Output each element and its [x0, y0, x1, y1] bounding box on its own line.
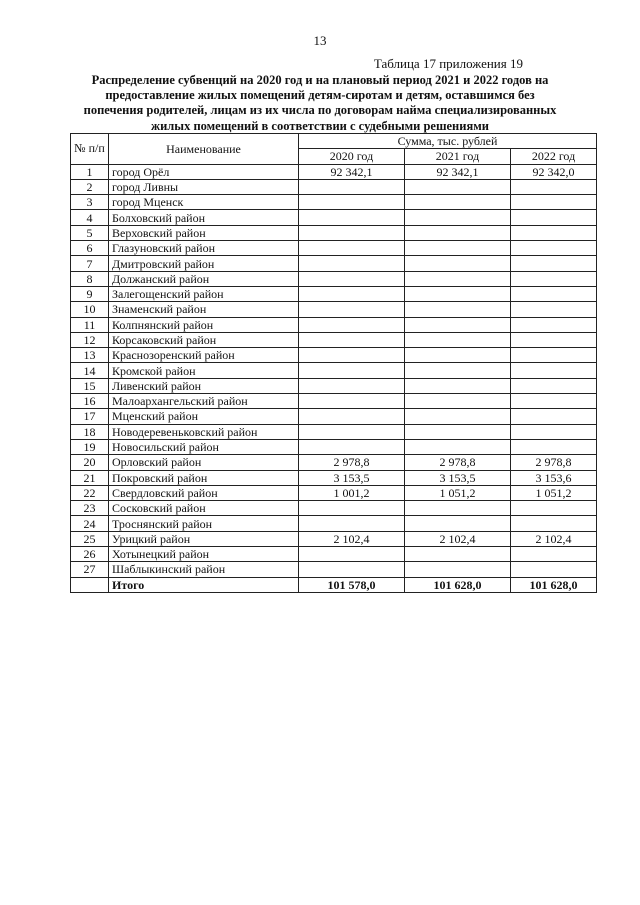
table-row [71, 501, 597, 516]
table-row [71, 164, 597, 179]
row-number: 7 [71, 256, 109, 271]
table-row [71, 378, 597, 393]
row-value-2020: 92 342,1 [299, 164, 405, 179]
row-number: 1 [71, 164, 109, 179]
row-value-2021 [405, 348, 511, 363]
table-row [71, 470, 597, 485]
row-value-2022 [511, 439, 597, 454]
row-number: 22 [71, 485, 109, 500]
table-reference: Таблица 17 приложения 19 [373, 56, 523, 71]
row-value-2020 [299, 179, 405, 194]
row-value-2022: 1 051,2 [511, 485, 597, 500]
row-number: 6 [71, 241, 109, 256]
row-value-2020 [299, 271, 405, 286]
row-name: Колпнянский район [109, 317, 299, 332]
row-name: Ливенский район [109, 378, 299, 393]
row-name: Залегощенский район [109, 286, 299, 301]
header-number: № п/п [71, 134, 109, 165]
page-number: 13 [313, 33, 327, 48]
row-value-2022 [511, 363, 597, 378]
row-value-2022 [511, 241, 597, 256]
row-value-2022 [511, 516, 597, 531]
row-value-2022: 3 153,6 [511, 470, 597, 485]
row-value-2021 [405, 210, 511, 225]
row-number: 16 [71, 394, 109, 409]
row-number: 18 [71, 424, 109, 439]
row-value-2021 [405, 302, 511, 317]
row-value-2021: 92 342,1 [405, 164, 511, 179]
row-value-2022 [511, 348, 597, 363]
row-value-2020 [299, 210, 405, 225]
header-sum: Сумма, тыс. рублей [299, 134, 597, 149]
row-value-2021 [405, 409, 511, 424]
total-2022: 101 628,0 [511, 577, 597, 592]
row-value-2021 [405, 439, 511, 454]
row-number: 2 [71, 179, 109, 194]
row-value-2020 [299, 225, 405, 240]
table-row [71, 363, 597, 378]
subvention-table [70, 133, 597, 593]
row-value-2020: 1 001,2 [299, 485, 405, 500]
row-value-2022 [511, 195, 597, 210]
row-name: Урицкий район [109, 531, 299, 546]
row-name: Хотынецкий район [109, 547, 299, 562]
row-name: Корсаковский район [109, 332, 299, 347]
row-value-2022 [511, 562, 597, 577]
row-name: город Ливны [109, 179, 299, 194]
row-value-2020 [299, 562, 405, 577]
row-name: Дмитровский район [109, 256, 299, 271]
table-row [71, 317, 597, 332]
row-value-2021 [405, 394, 511, 409]
row-value-2020 [299, 286, 405, 301]
row-value-2020: 2 978,8 [299, 455, 405, 470]
row-number: 21 [71, 470, 109, 485]
table-row [71, 271, 597, 286]
row-value-2020 [299, 332, 405, 347]
row-number: 5 [71, 225, 109, 240]
row-value-2021 [405, 179, 511, 194]
row-number: 11 [71, 317, 109, 332]
row-number: 3 [71, 195, 109, 210]
row-value-2021 [405, 516, 511, 531]
row-value-2021 [405, 547, 511, 562]
row-name: Сосковский район [109, 501, 299, 516]
row-name: Малоархангельский район [109, 394, 299, 409]
row-value-2020 [299, 195, 405, 210]
header-name: Наименование [109, 134, 299, 165]
table-row [71, 531, 597, 546]
row-value-2022: 2 102,4 [511, 531, 597, 546]
row-value-2020 [299, 302, 405, 317]
row-name: Кромской район [109, 363, 299, 378]
table-row [71, 424, 597, 439]
row-name: Глазуновский район [109, 241, 299, 256]
row-name: Мценский район [109, 409, 299, 424]
row-value-2022 [511, 225, 597, 240]
header-year-2022: 2022 год [511, 149, 597, 164]
row-value-2020 [299, 348, 405, 363]
total-number-cell [71, 577, 109, 592]
row-number: 26 [71, 547, 109, 562]
table-row [71, 485, 597, 500]
table-row [71, 302, 597, 317]
row-value-2022 [511, 378, 597, 393]
row-value-2021 [405, 424, 511, 439]
row-value-2022 [511, 332, 597, 347]
row-name: Должанский район [109, 271, 299, 286]
row-value-2020 [299, 501, 405, 516]
document-title: Распределение субвенций на 2020 год и на плановый период 2021 и 2022 годов на предоставление жилых помещений детям-сиротам и детям, оставшимся без попечения родителей, лицам из их числа по договорам найма специализированных жилых помещений в соответствии с судебными решениями [83, 73, 557, 133]
row-number: 14 [71, 363, 109, 378]
row-value-2022 [511, 286, 597, 301]
row-name: Покровский район [109, 470, 299, 485]
table-row [71, 547, 597, 562]
row-name: Знаменский район [109, 302, 299, 317]
table-row [71, 256, 597, 271]
row-name: Новосильский район [109, 439, 299, 454]
row-value-2021: 2 102,4 [405, 531, 511, 546]
row-name: Троснянский район [109, 516, 299, 531]
table-row [71, 286, 597, 301]
table-row [71, 210, 597, 225]
table-row [71, 348, 597, 363]
row-value-2020 [299, 516, 405, 531]
row-value-2020 [299, 363, 405, 378]
row-number: 15 [71, 378, 109, 393]
table-row [71, 409, 597, 424]
row-number: 8 [71, 271, 109, 286]
row-value-2020: 2 102,4 [299, 531, 405, 546]
row-number: 9 [71, 286, 109, 301]
row-number: 4 [71, 210, 109, 225]
total-label: Итого [109, 577, 299, 592]
row-name: Новодеревеньковский район [109, 424, 299, 439]
row-value-2020 [299, 394, 405, 409]
row-name: Шаблыкинский район [109, 562, 299, 577]
row-value-2021: 3 153,5 [405, 470, 511, 485]
row-value-2020: 3 153,5 [299, 470, 405, 485]
row-value-2022 [511, 409, 597, 424]
row-value-2020 [299, 378, 405, 393]
table-row [71, 439, 597, 454]
row-value-2022 [511, 424, 597, 439]
row-value-2022 [511, 317, 597, 332]
row-value-2022 [511, 271, 597, 286]
table-row [71, 241, 597, 256]
row-value-2022 [511, 501, 597, 516]
table-row [71, 225, 597, 240]
row-number: 13 [71, 348, 109, 363]
row-number: 23 [71, 501, 109, 516]
row-value-2020 [299, 317, 405, 332]
row-value-2020 [299, 547, 405, 562]
row-value-2021 [405, 256, 511, 271]
row-value-2021 [405, 195, 511, 210]
row-value-2021 [405, 378, 511, 393]
row-number: 17 [71, 409, 109, 424]
row-value-2021 [405, 562, 511, 577]
row-value-2022: 2 978,8 [511, 455, 597, 470]
header-year-2020: 2020 год [299, 149, 405, 164]
table-row [71, 516, 597, 531]
table-row [71, 562, 597, 577]
row-name: Краснозоренский район [109, 348, 299, 363]
row-value-2022 [511, 547, 597, 562]
table-row [71, 394, 597, 409]
row-value-2021 [405, 317, 511, 332]
row-value-2022 [511, 394, 597, 409]
row-value-2020 [299, 439, 405, 454]
row-name: Свердловский район [109, 485, 299, 500]
row-name: Верховский район [109, 225, 299, 240]
table-row [71, 195, 597, 210]
header-year-2021: 2021 год [405, 149, 511, 164]
row-value-2022 [511, 179, 597, 194]
table-row [71, 179, 597, 194]
row-name: город Орёл [109, 164, 299, 179]
row-number: 19 [71, 439, 109, 454]
row-value-2021 [405, 501, 511, 516]
total-2020: 101 578,0 [299, 577, 405, 592]
row-value-2022 [511, 210, 597, 225]
row-value-2020 [299, 424, 405, 439]
row-number: 20 [71, 455, 109, 470]
row-value-2020 [299, 409, 405, 424]
row-value-2021 [405, 241, 511, 256]
row-value-2021 [405, 271, 511, 286]
row-number: 12 [71, 332, 109, 347]
row-value-2020 [299, 256, 405, 271]
total-2021: 101 628,0 [405, 577, 511, 592]
row-value-2022 [511, 256, 597, 271]
row-name: Орловский район [109, 455, 299, 470]
total-row [71, 577, 597, 592]
row-value-2022 [511, 302, 597, 317]
row-name: Болховский район [109, 210, 299, 225]
row-number: 27 [71, 562, 109, 577]
row-value-2021 [405, 225, 511, 240]
table-row [71, 455, 597, 470]
row-name: город Мценск [109, 195, 299, 210]
row-value-2021 [405, 363, 511, 378]
row-value-2022: 92 342,0 [511, 164, 597, 179]
row-value-2021: 1 051,2 [405, 485, 511, 500]
row-number: 10 [71, 302, 109, 317]
row-value-2021: 2 978,8 [405, 455, 511, 470]
row-number: 24 [71, 516, 109, 531]
table-row [71, 332, 597, 347]
row-number: 25 [71, 531, 109, 546]
row-value-2021 [405, 286, 511, 301]
row-value-2020 [299, 241, 405, 256]
row-value-2021 [405, 332, 511, 347]
